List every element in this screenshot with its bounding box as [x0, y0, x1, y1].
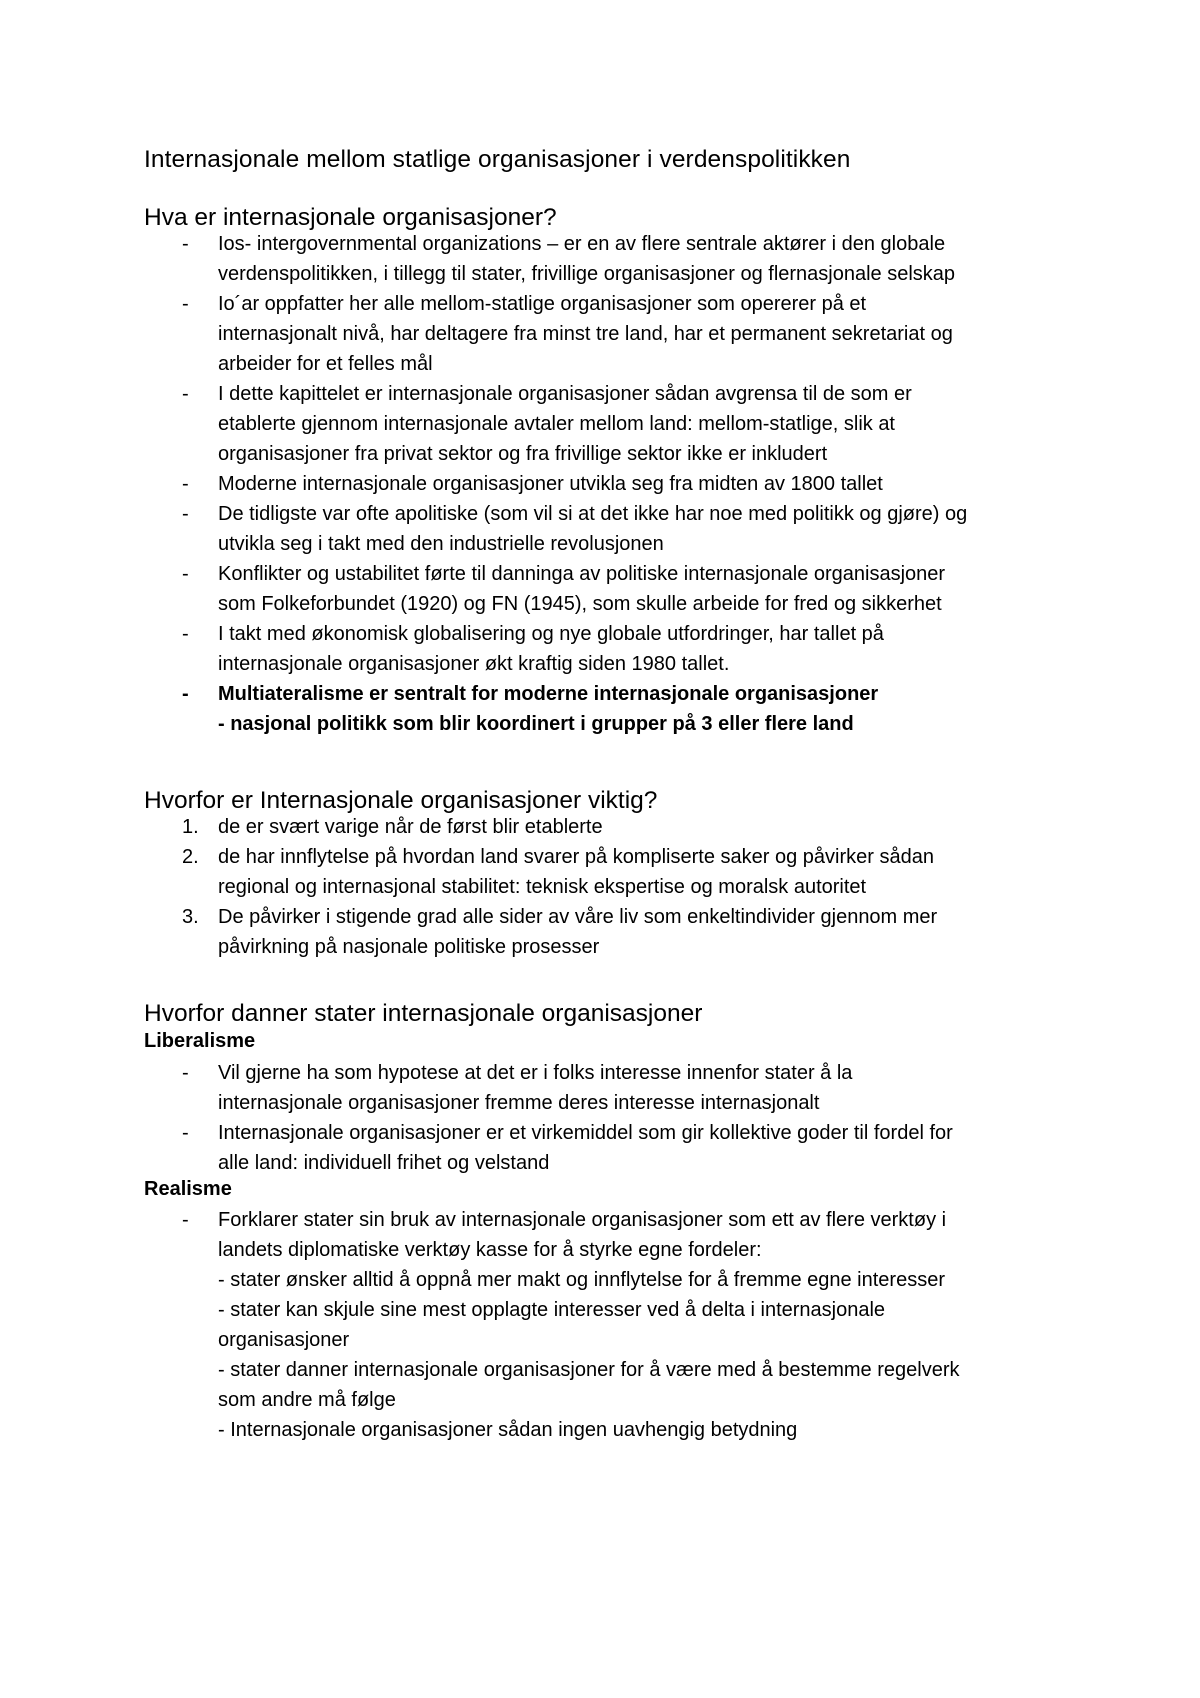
- list-item: - De tidligste var ofte apolitiske (som vil si at det ikke har noe med politikk og gjøre) og utvikla seg i takt med den industrielle revolusjonen: [144, 499, 1064, 559]
- section-heading-why-ios-important: Hvorfor er Internasjonale organisasjoner viktig?: [144, 787, 658, 814]
- list-number: 2.: [182, 846, 199, 868]
- list-item: 3. De påvirker i stigende grad alle sider av våre liv som enkeltindivider gjennom mer påvirkning på nasjonale politiske prosesser: [144, 902, 1064, 962]
- list-item: - Vil gjerne ha som hypotese at det er i folks interesse innenfor stater å la internasjonale organisasjoner fremme deres interesse internasjonalt: [144, 1058, 1064, 1118]
- dash-bullet: -: [182, 563, 189, 585]
- dash-bullet: -: [182, 293, 189, 315]
- list-item: - Moderne internasjonale organisasjoner utvikla seg fra midten av 1800 tallet: [144, 469, 1064, 499]
- section1-bullet-list: [144, 229, 1064, 739]
- dash-bullet: -: [182, 1062, 189, 1084]
- dash-bullet: -: [182, 383, 189, 405]
- dash-bullet: -: [182, 683, 189, 705]
- list-item: 2. de har innflytelse på hvordan land svarer på kompliserte saker og påvirker sådan regional og internasjonal stabilitet: teknisk ekspertise og moralsk autoritet: [144, 842, 1064, 902]
- list-item: - Io´ar oppfatter her alle mellom-statlige organisasjoner som opererer på et internasjonalt nivå, har deltagere fra minst tre land, har et permanent sekretariat og arbeider for et felles mål: [144, 289, 1064, 379]
- sub-heading-liberalism: Liberalisme: [144, 1030, 256, 1052]
- list-item: - Multiateralisme er sentralt for moderne internasjonale organisasjoner - nasjonal politikk som blir koordinert i grupper på 3 eller flere land: [144, 679, 1064, 739]
- dash-bullet: -: [182, 503, 189, 525]
- dash-bullet: -: [182, 1209, 189, 1231]
- list-item: 1. de er svært varige når de først blir etablerte: [144, 812, 1064, 842]
- dash-bullet: -: [182, 233, 189, 255]
- list-number: 1.: [182, 816, 199, 838]
- section-heading-what-are-ios: Hva er internasjonale organisasjoner?: [144, 204, 557, 231]
- realism-bullet-list: [144, 1205, 1064, 1445]
- list-item: - Ios- intergovernmental organizations – er en av flere sentrale aktører i den globale verdenspolitikken, i tillegg til stater, frivillige organisasjoner og flernasjonale selskap: [144, 229, 1064, 289]
- sub-heading-realism: Realisme: [144, 1178, 232, 1200]
- document-title: Internasjonale mellom statlige organisasjoner i verdenspolitikken: [144, 146, 851, 173]
- list-item: - Konflikter og ustabilitet førte til danninga av politiske internasjonale organisasjoner som Folkeforbundet (1920) og FN (1945), som skulle arbeide for fred og sikkerhet: [144, 559, 1064, 619]
- list-item: - I takt med økonomisk globalisering og nye globale utfordringer, har tallet på internasjonale organisasjoner økt kraftig siden 1980 tallet.: [144, 619, 1064, 679]
- liberalism-bullet-list: [144, 1058, 1064, 1178]
- dash-bullet: -: [182, 473, 189, 495]
- section-heading-why-states-form-ios: Hvorfor danner stater internasjonale organisasjoner: [144, 1000, 703, 1027]
- dash-bullet: -: [182, 1122, 189, 1144]
- list-item: - Internasjonale organisasjoner er et virkemiddel som gir kollektive goder til fordel for alle land: individuell frihet og velstand: [144, 1118, 1064, 1178]
- list-item: - I dette kapittelet er internasjonale organisasjoner sådan avgrensa til de som er etablerte gjennom internasjonale avtaler mellom land: mellom-statlige, slik at organisasjoner fra privat sektor og fra frivillige sektor ikke er inkludert: [144, 379, 1064, 469]
- list-number: 3.: [182, 906, 199, 928]
- list-item: - Forklarer stater sin bruk av internasjonale organisasjoner som ett av flere verktøy i landets diplomatiske verktøy kasse for å styrke egne fordeler: - stater ønsker alltid å oppnå mer makt og innflytelse for å fremme egne interesser - stater kan skjule sine mest opplagte interesser ved å delta i internasjonale organisasjoner - stater danner internasjonale organisasjoner for å være med å bestemme regelverk som andre må følge - Internasjonale organisasjoner sådan ingen uavhengig betydning: [144, 1205, 1064, 1445]
- dash-bullet: -: [182, 623, 189, 645]
- section2-numbered-list: [144, 812, 1064, 962]
